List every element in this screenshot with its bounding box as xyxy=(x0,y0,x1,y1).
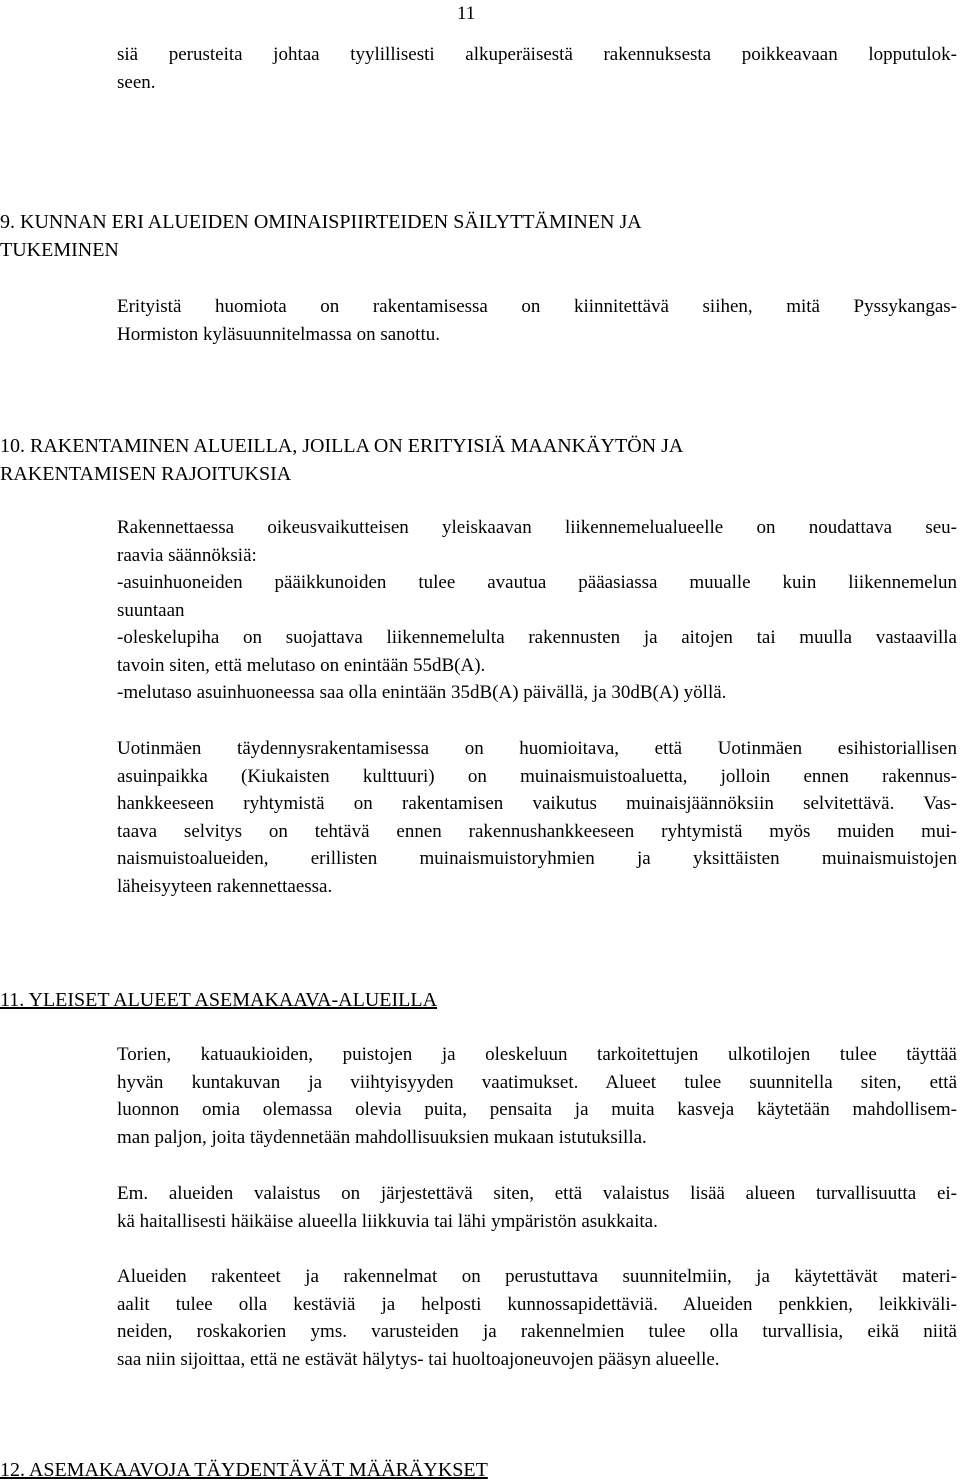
heading-line: 9. KUNNAN ERI ALUEIDEN OMINAISPIIRTEIDEN SÄILYTTÄMINEN JA xyxy=(0,211,642,233)
section-11-paragraph-3 xyxy=(117,1263,957,1373)
text-line: -melutaso asuinhuoneessa saa olla enintään 35dB(A) päivällä, ja 30dB(A) yöllä. xyxy=(117,682,727,703)
text-line: raavia säännöksiä: xyxy=(117,544,257,566)
text-line: aalit tulee olla kestäviä ja helposti kunnossapidettäviä. Alueiden penkkien, leikkiväli- xyxy=(117,1293,957,1315)
section-11-paragraph-2 xyxy=(117,1180,957,1235)
text-line: suuntaan xyxy=(117,599,185,621)
section-11-paragraph-1 xyxy=(117,1041,957,1151)
text-line: -oleskelupiha on suojattava liikennemelulta rakennusten ja aitojen tai muulla vastaavilla xyxy=(117,627,957,648)
text-line: Erityistä huomiota on rakentamisessa on kiinnitettävä siihen, mitä Pyssykangas- xyxy=(117,296,957,317)
heading-line: RAKENTAMISEN RAJOITUKSIA xyxy=(0,463,292,485)
text-line: Em. alueiden valaistus on järjestettävä siten, että valaistus lisää alueen turvallisuutta ei- xyxy=(117,1183,957,1204)
text-line: Alueiden rakenteet ja rakennelmat on perustuttava suunnitelmiin, ja käytettävät materi- xyxy=(117,1266,957,1287)
heading-line: 10. RAKENTAMINEN ALUEILLA, JOILLA ON ERITYISIÄ MAANKÄYTÖN JA xyxy=(0,435,684,457)
text-line: naismuistoalueiden, erillisten muinaismuistoryhmien ja yksittäisten muinaismuistojen xyxy=(117,848,957,869)
section-10-paragraph xyxy=(117,735,957,900)
text-line: Rakennettaessa oikeusvaikutteisen yleiskaavan liikennemelualueelle on noudattava seu- xyxy=(117,517,957,538)
text-line: Torien, katuaukioiden, puistojen ja oleskeluun tarkoitettujen ulkotilojen tulee täyttää xyxy=(117,1044,957,1065)
text-line: siä perusteita johtaa tyylillisesti alkuperäisestä rakennuksesta poikkeavaan lopputulok- xyxy=(117,44,957,65)
text-line: Hormiston kyläsuunnitelmassa on sanottu. xyxy=(117,323,440,345)
text-line: -asuinhuoneiden pääikkunoiden tulee avautua pääasiassa muualle kuin liikennemelun xyxy=(117,572,957,593)
text-line: kä haitallisesti häikäise alueella liikkuvia tai lähi ympäristön asukkaita. xyxy=(117,1210,658,1232)
text-line: tavoin siten, että melutaso on enintään 55dB(A). xyxy=(117,654,486,676)
section-12-heading: 12. ASEMAKAAVOJA TÄYDENTÄVÄT MÄÄRÄYKSET xyxy=(0,1459,488,1481)
text-line: hyvän kuntakuvan ja viihtyisyyden vaatimukset. Alueet tulee suunnitella siten, että xyxy=(117,1071,957,1093)
text-line: saa niin sijoittaa, että ne estävät hälytys- tai huoltoajoneuvojen pääsyn alueelle. xyxy=(117,1348,720,1370)
text-line: taava selvitys on tehtävä ennen rakennushankkeeseen ryhtymistä myös muiden mui- xyxy=(117,820,957,842)
text-line: hankkeeseen ryhtymistä on rakentamisen vaikutus muinaisjäännöksiin selvitettävä. Vas- xyxy=(117,793,957,814)
section-10-rules xyxy=(117,514,957,707)
text-line: asuinpaikka (Kiukaisten kulttuuri) on muinaismuistoaluetta, jolloin ennen rakennus- xyxy=(117,765,957,787)
page-number: 11 xyxy=(457,3,476,24)
section-9-heading xyxy=(0,208,860,264)
text-line: seen. xyxy=(117,71,156,93)
heading-line: TUKEMINEN xyxy=(0,239,119,261)
text-line: neiden, roskakorien yms. varusteiden ja rakennelmien tulee olla turvallisia, eikä niitä xyxy=(117,1321,957,1342)
text-line: luonnon omia olemassa olevia puita, pensaita ja muita kasveja käytetään mahdollisem- xyxy=(117,1099,957,1120)
intro-paragraph xyxy=(117,41,957,96)
section-10-heading xyxy=(0,432,860,488)
section-9-paragraph xyxy=(117,293,957,348)
section-11-heading: 11. YLEISET ALUEET ASEMAKAAVA-ALUEILLA xyxy=(0,989,438,1011)
text-line: läheisyyteen rakennettaessa. xyxy=(117,875,333,897)
text-line: Uotinmäen täydennysrakentamisessa on huomioitava, että Uotinmäen esihistoriallisen xyxy=(117,738,957,759)
text-line: man paljon, joita täydennetään mahdollisuuksien mukaan istutuksilla. xyxy=(117,1126,647,1148)
